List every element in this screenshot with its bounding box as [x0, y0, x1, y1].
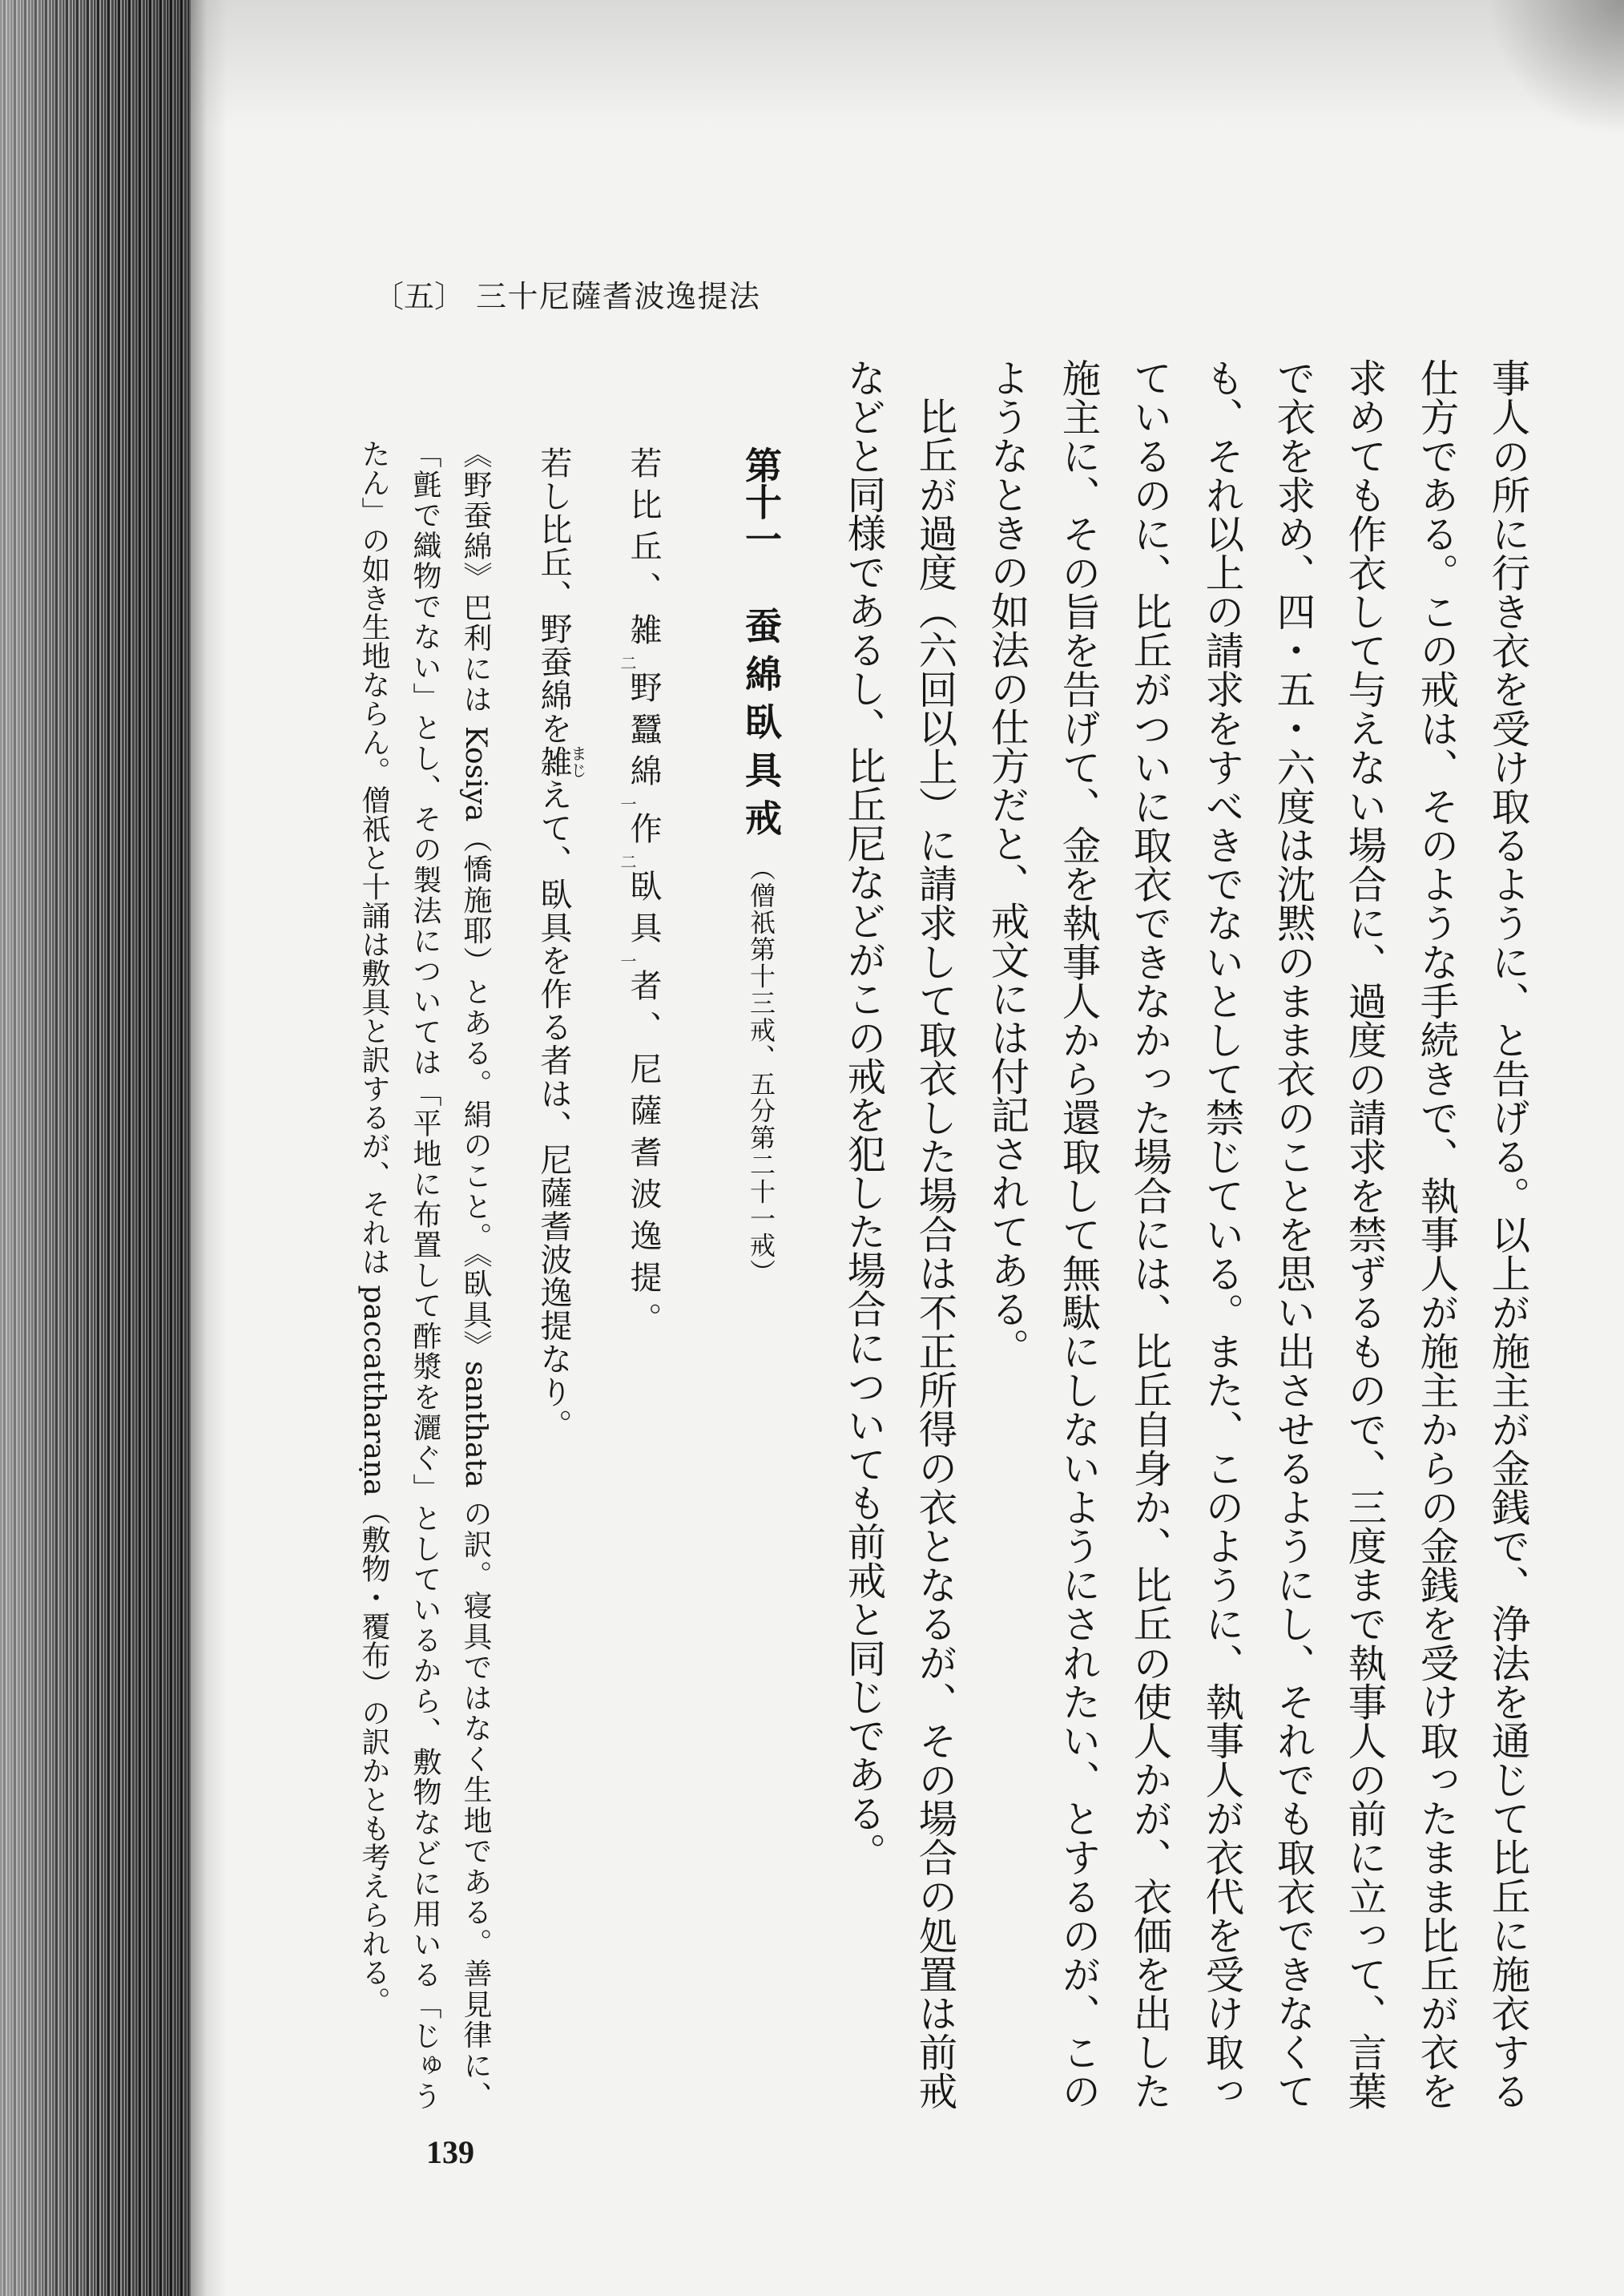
kanbun-text: 野蠶綿 [625, 671, 662, 796]
body-column-1: 事人の所に行き衣を受け取るように、と告げる。以上が施主が金銭で、浄法を通じて比丘に施衣する [1485, 358, 1529, 2110]
note-column-3: たん」の如き生地ならん。僧祇と十誦は敷具と訳するが、それは paccattharaṇa（敷物・覆布）の訳かとも考えられる。 [357, 439, 390, 2016]
body-column-7: 施主に、その旨を告げて、金を執事人から還取して無駄にしないようにされたい、とするのが、この [1055, 358, 1100, 2110]
precept-number: 第十一 [739, 446, 783, 557]
ruby-base: 雑 [535, 744, 572, 779]
body-column-6: ているのに、比丘がついに取衣できなかった場合には、比丘自身か、比丘の使人かが、衣価を出した [1126, 358, 1171, 2110]
body-column-10: などと同様であるし、比丘尼などがこの戒を犯した場合についても前戒と同じである。 [840, 358, 885, 1871]
kanbun-text: 作 [625, 812, 662, 853]
ruby-annotation [535, 744, 587, 779]
gutter-shadow [191, 0, 228, 2296]
book-page-edges [0, 0, 191, 2296]
kaeriten-mark: 一 [618, 796, 637, 812]
note-column-1: 《野蚕綿》巴利には Kosiya（憍施耶）とある。絹のこと。《臥具》santhata の訳。寝具ではなく生地である。善見律に、 [459, 439, 492, 2110]
body-column-4: で衣を求め、四・五・六度は沈黙のまま衣のことを思い出させるようにし、それでも取衣できなくて [1270, 358, 1315, 2110]
precept-heading [738, 446, 784, 1304]
body-column-8: ようなときの如法の仕方だと、戒文には付記されてある。 [984, 358, 1029, 1367]
section-number: 〔五〕 [373, 279, 465, 314]
kaeriten-mark: 一 [618, 953, 637, 969]
reading-text-after: えて、臥具を作る者は、尼薩耆波逸提なり。 [535, 778, 572, 1443]
section-title: 三十尼薩耆波逸提法 [476, 279, 761, 314]
kaeriten-mark: 二 [618, 655, 637, 671]
body-column-5: も、それ以上の請求をすべきでないとして禁じている。また、このように、執事人が衣代を受け取っ [1199, 358, 1243, 2110]
kaeriten-mark: 二 [618, 853, 637, 870]
reading-text-before: 若し比丘、野蚕綿を [535, 446, 572, 745]
kanbun-text: 臥具 [625, 870, 662, 953]
body-column-3: 求めても作衣して与えない場合に、過度の請求を禁ずるもので、三度まで執事人の前に立って、言葉 [1341, 358, 1386, 2110]
page-number: 139 [426, 2134, 474, 2170]
precept-reading [535, 446, 587, 1456]
precept-kanbun [618, 446, 666, 1360]
kanbun-text: 者、尼薩耆波逸提。 [625, 969, 662, 1344]
precept-title: 蚕綿臥具戒 [739, 607, 783, 847]
body-column-9: 比丘が過度（六回以上）に請求して取衣した場合は不正所得の衣となるが、その場合の処置は前戒 [912, 397, 957, 2110]
ruby-text: まじ [568, 744, 587, 778]
note-column-2: 「氈で織物でない」とし、その製法については「平地に布置して酢漿を灑ぐ」としているから、敷物などに用いる「じゅう [409, 439, 441, 2110]
running-head [373, 280, 761, 313]
precept-references: （僧祇第十三戒、五分第二十一戒） [746, 855, 776, 1286]
kanbun-text: 若比丘、雑 [625, 446, 662, 655]
body-column-2: 仕方である。この戒は、そのような手続きで、執事人が施主からの金銭を受け取ったまま比丘が衣を [1413, 358, 1458, 2110]
